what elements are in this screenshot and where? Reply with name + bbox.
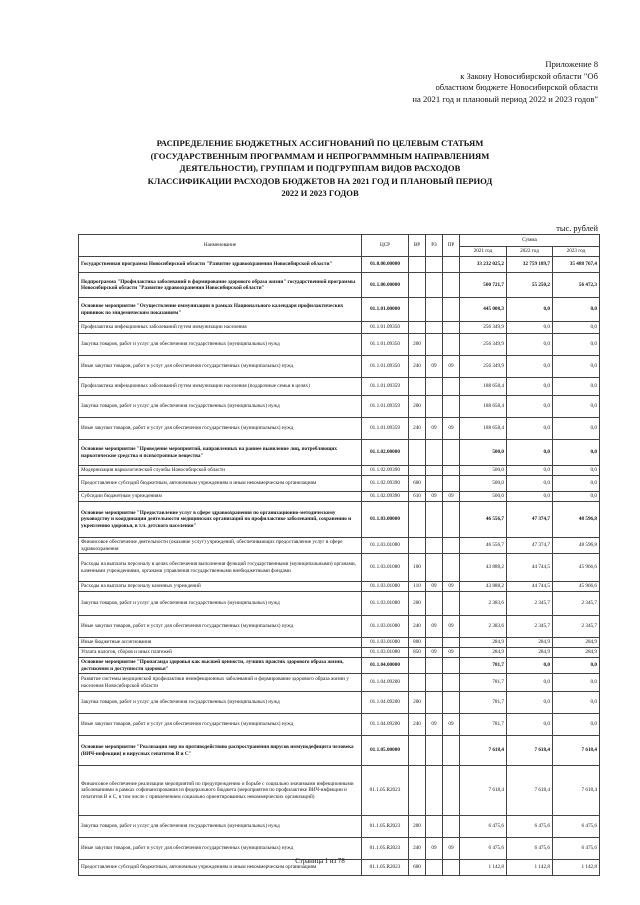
- cell-pr: 09: [443, 418, 460, 440]
- cell-name: Иные закупки товаров, работ и услуг для обеспечения государственных (муниципальных) нужд: [79, 418, 362, 440]
- cell-2022: 0,0: [507, 440, 553, 466]
- cell-pr: 09: [443, 356, 460, 378]
- cell-vr: [409, 273, 426, 298]
- cell-pr: [443, 502, 460, 538]
- table-row: [79, 440, 600, 466]
- cell-2021: 256 349,9: [460, 356, 507, 378]
- cell-2021: 500,0: [460, 440, 507, 466]
- cell-csr: 01.1.01.09359: [362, 418, 409, 440]
- cell-2021: 781,7: [460, 674, 507, 692]
- header-pr: ПР: [443, 235, 460, 257]
- cell-vr: 200: [409, 592, 426, 616]
- cell-csr: 01.1.03.01080: [362, 648, 409, 658]
- cell-csr: 01.0.00.00000: [362, 257, 409, 273]
- table-row: [79, 714, 600, 736]
- cell-name: Предоставление субсидий бюджетным, автономным учреждениям и иным некоммерческим организациям: [79, 476, 362, 492]
- cell-2023: 0,0: [553, 476, 600, 492]
- cell-name: Основное мероприятие "Осуществление иммунизации в рамках Национального календаря профилактических прививок по эпидемическим показаниям": [79, 298, 362, 322]
- cell-vr: 240: [409, 838, 426, 860]
- cell-csr: 01.1.03.01080: [362, 538, 409, 554]
- table-row: [79, 378, 600, 396]
- cell-2022: 44 744,5: [507, 582, 553, 592]
- cell-pr: 09: [443, 582, 460, 592]
- cell-2021: 256 349,9: [460, 334, 507, 356]
- cell-2023: 0,0: [553, 418, 600, 440]
- cell-2022: 1 142,8: [507, 860, 553, 876]
- table-row: [79, 502, 600, 538]
- table-row: [79, 492, 600, 502]
- cell-name: Государственная программа Новосибирской области "Развитие здравоохранения Новосибирской области": [79, 257, 362, 273]
- cell-vr: [409, 466, 426, 476]
- cell-2021: 188 658,4: [460, 418, 507, 440]
- table-row: [79, 418, 600, 440]
- cell-2022: 284,9: [507, 648, 553, 658]
- cell-2022: 7 618,4: [507, 766, 553, 816]
- cell-2023: 7 618,4: [553, 736, 600, 766]
- cell-name: Закупка товаров, работ и услуг для обеспечения государственных (муниципальных) нужд: [79, 334, 362, 356]
- cell-2023: 0,0: [553, 396, 600, 418]
- table-row: [79, 816, 600, 838]
- cell-rz: [426, 592, 443, 616]
- cell-pr: [443, 378, 460, 396]
- table-row: [79, 322, 600, 334]
- units-label: тыс. рублей: [556, 224, 598, 233]
- table-row: [79, 736, 600, 766]
- cell-name: Закупка товаров, работ и услуг для обеспечения государственных (муниципальных) нужд: [79, 816, 362, 838]
- cell-2023: 0,0: [553, 714, 600, 736]
- cell-name: Закупка товаров, работ и услуг для обеспечения государственных (муниципальных) нужд: [79, 396, 362, 418]
- cell-rz: [426, 674, 443, 692]
- cell-csr: 01.1.02.09390: [362, 466, 409, 476]
- cell-2022: 0,0: [507, 322, 553, 334]
- cell-pr: [443, 736, 460, 766]
- cell-name: Расходы на выплаты персоналу в целях обеспечения выполнения функций государственными (муниципальными) органами, казенными учреждениями, органами управления государственными внебюджетными фондами: [79, 554, 362, 582]
- cell-csr: 01.1.05.R2023: [362, 816, 409, 838]
- cell-2021: 33 232 025,2: [460, 257, 507, 273]
- cell-2021: 500,0: [460, 476, 507, 492]
- cell-csr: 01.1.02.09390: [362, 476, 409, 492]
- cell-2022: 0,0: [507, 466, 553, 476]
- cell-2021: 500 721,7: [460, 273, 507, 298]
- cell-2022: 47 374,7: [507, 502, 553, 538]
- cell-rz: 09: [426, 714, 443, 736]
- cell-2022: 2 345,7: [507, 592, 553, 616]
- cell-pr: [443, 638, 460, 648]
- title-line: (ГОСУДАРСТВЕННЫМ ПРОГРАММАМ И НЕПРОГРАММНЫМ НАПРАВЛЕНИЯМ: [150, 150, 490, 161]
- cell-2021: 188 658,4: [460, 378, 507, 396]
- cell-csr: 01.1.01.09350: [362, 334, 409, 356]
- cell-vr: 600: [409, 860, 426, 876]
- cell-pr: [443, 674, 460, 692]
- cell-2023: 2 345,7: [553, 592, 600, 616]
- cell-2023: 0,0: [553, 466, 600, 476]
- cell-rz: [426, 273, 443, 298]
- cell-2023: 0,0: [553, 440, 600, 466]
- appendix-line: на 2021 год и плановый период 2022 и 2023 годов": [412, 93, 598, 104]
- cell-2023: 0,0: [553, 692, 600, 714]
- cell-vr: [409, 298, 426, 322]
- cell-vr: 110: [409, 582, 426, 592]
- cell-rz: [426, 334, 443, 356]
- cell-2023: 0,0: [553, 356, 600, 378]
- cell-2023: 48 596,8: [553, 538, 600, 554]
- cell-csr: 01.1.02.00000: [362, 440, 409, 466]
- cell-pr: [443, 592, 460, 616]
- cell-csr: 01.1.03.01080: [362, 582, 409, 592]
- header-year-2023: 2023 год: [553, 247, 600, 257]
- cell-2023: 0,0: [553, 658, 600, 674]
- cell-2022: 0,0: [507, 298, 553, 322]
- cell-pr: 09: [443, 648, 460, 658]
- cell-rz: 09: [426, 418, 443, 440]
- cell-2022: 6 475,6: [507, 838, 553, 860]
- cell-2023: 1 142,8: [553, 860, 600, 876]
- table-row: [79, 582, 600, 592]
- cell-csr: 01.1.03.01080: [362, 638, 409, 648]
- cell-rz: [426, 257, 443, 273]
- cell-vr: 610: [409, 492, 426, 502]
- cell-rz: [426, 538, 443, 554]
- cell-pr: [443, 257, 460, 273]
- cell-vr: [409, 257, 426, 273]
- cell-vr: 240: [409, 616, 426, 638]
- cell-rz: [426, 476, 443, 492]
- table-row: [79, 396, 600, 418]
- cell-csr: 01.1.05.R2023: [362, 838, 409, 860]
- cell-name: Предоставление субсидий бюджетным, автономным учреждениям и иным некоммерческим организациям: [79, 860, 362, 876]
- cell-2022: 2 345,7: [507, 616, 553, 638]
- cell-csr: 01.1.01.09350: [362, 322, 409, 334]
- table-row: [79, 648, 600, 658]
- cell-csr: 01.1.01.00000: [362, 298, 409, 322]
- cell-2023: 284,9: [553, 638, 600, 648]
- cell-csr: 01.1.01.09350: [362, 356, 409, 378]
- cell-2022: 0,0: [507, 674, 553, 692]
- cell-vr: 200: [409, 396, 426, 418]
- cell-2021: 6 475,6: [460, 816, 507, 838]
- cell-name: Основное мероприятие "Предоставление услуг в сфере здравоохранения по организационно-методическому руководству и координации деятельности медицинских организаций по профилактике заболеваний, сохранению и укреплению здоровья, в т.ч. детского населения": [79, 502, 362, 538]
- budget-table: [78, 234, 600, 876]
- cell-name: Основное мероприятие "Проведение мероприятий, направленных на раннее выявление лиц, потребляющих наркотические средства и психотропные вещества": [79, 440, 362, 466]
- appendix-line: к Закону Новосибирской области "Об: [460, 70, 598, 81]
- table-row: [79, 674, 600, 692]
- cell-2023: 45 966,6: [553, 554, 600, 582]
- cell-2022: 0,0: [507, 334, 553, 356]
- cell-pr: [443, 334, 460, 356]
- cell-vr: [409, 658, 426, 674]
- cell-2023: 56 472,3: [553, 273, 600, 298]
- cell-2021: 43 888,2: [460, 554, 507, 582]
- cell-rz: 09: [426, 492, 443, 502]
- cell-rz: [426, 816, 443, 838]
- cell-pr: [443, 476, 460, 492]
- cell-name: Профилактика инфекционных заболеваний путем иммунизации населения: [79, 322, 362, 334]
- cell-csr: 01.1.04.09200: [362, 692, 409, 714]
- cell-name: Закупка товаров, работ и услуг для обеспечения государственных (муниципальных) нужд: [79, 592, 362, 616]
- cell-2022: 0,0: [507, 692, 553, 714]
- cell-rz: [426, 298, 443, 322]
- cell-csr: 01.1.05.R2023: [362, 860, 409, 876]
- cell-vr: 200: [409, 816, 426, 838]
- cell-csr: 01.1.03.00000: [362, 502, 409, 538]
- cell-name: Финансовое обеспечение реализации мероприятий по предупреждению и борьбе с социально значимыми инфекционными заболеваниями в рамках софинансирования из федерального бюджета (мероприятия по профилактике ВИЧ-инфекции и гепатитов В и С, в том числе с привлечением социально ориентированных некоммерческих организаций): [79, 766, 362, 816]
- cell-vr: 600: [409, 476, 426, 492]
- header-csr: ЦСР: [362, 235, 409, 257]
- cell-2023: 48 596,8: [553, 502, 600, 538]
- cell-csr: 01.1.01.09359: [362, 378, 409, 396]
- cell-vr: 200: [409, 334, 426, 356]
- cell-2021: 7 618,4: [460, 736, 507, 766]
- cell-2023: 0,0: [553, 298, 600, 322]
- cell-name: Иные закупки товаров, работ и услуг для обеспечения государственных (муниципальных) нужд: [79, 714, 362, 736]
- cell-rz: 09: [426, 648, 443, 658]
- cell-2022: 0,0: [507, 356, 553, 378]
- cell-csr: 01.1.04.00000: [362, 658, 409, 674]
- table-row: [79, 538, 600, 554]
- cell-name: Расходы на выплаты персоналу казенных учреждений: [79, 582, 362, 592]
- cell-2021: 256 349,9: [460, 322, 507, 334]
- table-row: [79, 466, 600, 476]
- cell-2022: 0,0: [507, 418, 553, 440]
- cell-2022: 6 475,6: [507, 816, 553, 838]
- cell-vr: [409, 766, 426, 816]
- cell-2021: 2 383,6: [460, 592, 507, 616]
- table-row: [79, 257, 600, 273]
- cell-rz: [426, 322, 443, 334]
- cell-rz: [426, 502, 443, 538]
- cell-pr: [443, 396, 460, 418]
- cell-vr: [409, 502, 426, 538]
- appendix-line: областном бюджете Новосибирской области: [435, 82, 598, 93]
- cell-2023: 35 488 767,4: [553, 257, 600, 273]
- cell-2021: 284,9: [460, 648, 507, 658]
- table-row: [79, 334, 600, 356]
- cell-pr: [443, 298, 460, 322]
- title-line: ДЕЯТЕЛЬНОСТИ), ГРУППАМ И ПОДГРУППАМ ВИДОВ РАСХОДОВ: [179, 163, 461, 174]
- cell-2023: 0,0: [553, 492, 600, 502]
- cell-name: Иные бюджетные ассигнования: [79, 638, 362, 648]
- table-row: [79, 356, 600, 378]
- cell-2023: 6 475,6: [553, 816, 600, 838]
- cell-2021: 781,7: [460, 692, 507, 714]
- cell-name: Основное мероприятие "Реализация мер по противодействию распространения вирусов иммунодефицита человека (ВИЧ-инфекции) и вирусных гепатитов В и С": [79, 736, 362, 766]
- cell-2022: 7 618,4: [507, 736, 553, 766]
- cell-vr: 200: [409, 692, 426, 714]
- cell-2022: 0,0: [507, 396, 553, 418]
- document-title: [80, 137, 560, 200]
- cell-pr: 09: [443, 714, 460, 736]
- cell-pr: 09: [443, 838, 460, 860]
- header-vr: ВР: [409, 235, 426, 257]
- cell-2021: 46 556,7: [460, 538, 507, 554]
- cell-2022: 55 250,2: [507, 273, 553, 298]
- title-line: КЛАССИФИКАЦИИ РАСХОДОВ БЮДЖЕТОВ НА 2021 ГОД И ПЛАНОВЫЙ ПЕРИОД: [147, 175, 493, 186]
- table-row: [79, 592, 600, 616]
- cell-2021: 6 475,6: [460, 838, 507, 860]
- cell-2022: 44 744,5: [507, 554, 553, 582]
- title-line: 2022 И 2023 ГОДОВ: [281, 188, 359, 199]
- cell-name: Подпрограмма "Профилактика заболеваний и формирование здорового образа жизни" государственной программы Новосибирской области "Развитие здравоохранения Новосибирской области": [79, 273, 362, 298]
- cell-csr: 01.1.04.09200: [362, 714, 409, 736]
- cell-2022: 32 759 189,7: [507, 257, 553, 273]
- cell-vr: 240: [409, 356, 426, 378]
- cell-name: Иные закупки товаров, работ и услуг для обеспечения государственных (муниципальных) нужд: [79, 838, 362, 860]
- cell-2023: 45 966,6: [553, 582, 600, 592]
- cell-2021: 445 008,3: [460, 298, 507, 322]
- cell-name: Основное мероприятие "Пропаганда здоровья как высшей ценности, лучших практик здорового образа жизни, достижения и доступности здоровья": [79, 658, 362, 674]
- table-row: [79, 298, 600, 322]
- cell-pr: [443, 538, 460, 554]
- table-row: [79, 476, 600, 492]
- cell-csr: 01.1.04.09200: [362, 674, 409, 692]
- cell-2021: 500,0: [460, 492, 507, 502]
- cell-vr: [409, 322, 426, 334]
- cell-2023: 0,0: [553, 322, 600, 334]
- cell-vr: 240: [409, 418, 426, 440]
- cell-name: Субсидии бюджетным учреждениям: [79, 492, 362, 502]
- cell-vr: 100: [409, 554, 426, 582]
- cell-rz: [426, 638, 443, 648]
- cell-2023: 0,0: [553, 674, 600, 692]
- cell-rz: [426, 440, 443, 466]
- table-row: [79, 616, 600, 638]
- cell-rz: 09: [426, 838, 443, 860]
- cell-pr: [443, 466, 460, 476]
- cell-rz: 09: [426, 616, 443, 638]
- cell-csr: 01.1.05.R2023: [362, 766, 409, 816]
- cell-pr: [443, 273, 460, 298]
- cell-2021: 781,7: [460, 714, 507, 736]
- cell-name: Закупка товаров, работ и услуг для обеспечения государственных (муниципальных) нужд: [79, 692, 362, 714]
- cell-csr: 01.1.03.01080: [362, 592, 409, 616]
- header-rz: РЗ: [426, 235, 443, 257]
- cell-csr: 01.1.00.00000: [362, 273, 409, 298]
- cell-name: Развитие системы медицинской профилактики неинфекционных заболеваний и формирование здорового образа жизни у населения Новосибирской области: [79, 674, 362, 692]
- cell-2023: 7 618,4: [553, 766, 600, 816]
- header-sum: Сумма: [460, 235, 600, 247]
- cell-name: Уплата налогов, сборов и иных платежей: [79, 648, 362, 658]
- cell-csr: 01.1.05.00000: [362, 736, 409, 766]
- cell-2023: 2 345,7: [553, 616, 600, 638]
- cell-rz: [426, 554, 443, 582]
- cell-2021: 188 658,4: [460, 396, 507, 418]
- cell-2022: 47 374,7: [507, 538, 553, 554]
- cell-pr: [443, 692, 460, 714]
- cell-name: Профилактика инфекционных заболеваний путем иммунизации населения (подарочные семьи в целях): [79, 378, 362, 396]
- cell-pr: 09: [443, 492, 460, 502]
- cell-2022: 0,0: [507, 492, 553, 502]
- cell-2022: 284,9: [507, 638, 553, 648]
- appendix-line: Приложение 8: [545, 59, 598, 69]
- cell-vr: 850: [409, 648, 426, 658]
- cell-pr: [443, 322, 460, 334]
- cell-2021: 284,9: [460, 638, 507, 648]
- table-row: [79, 692, 600, 714]
- cell-name: Модернизация наркологической службы Новосибирской области: [79, 466, 362, 476]
- page-footer: Страница 1 из 78: [295, 858, 345, 865]
- cell-vr: 800: [409, 638, 426, 648]
- table-row: [79, 658, 600, 674]
- cell-2021: 46 556,7: [460, 502, 507, 538]
- cell-2023: 0,0: [553, 378, 600, 396]
- cell-2021: 2 383,6: [460, 616, 507, 638]
- header-year-2021: 2021 год: [460, 247, 507, 257]
- cell-csr: 01.1.01.09359: [362, 396, 409, 418]
- cell-rz: [426, 692, 443, 714]
- cell-2021: 781,7: [460, 658, 507, 674]
- cell-2022: 0,0: [507, 378, 553, 396]
- cell-csr: 01.1.02.09390: [362, 492, 409, 502]
- cell-rz: [426, 766, 443, 816]
- cell-pr: 09: [443, 616, 460, 638]
- cell-vr: [409, 674, 426, 692]
- cell-rz: [426, 736, 443, 766]
- cell-vr: 240: [409, 714, 426, 736]
- cell-rz: [426, 396, 443, 418]
- cell-2022: 0,0: [507, 476, 553, 492]
- cell-2021: 7 618,4: [460, 766, 507, 816]
- cell-pr: [443, 766, 460, 816]
- cell-rz: 09: [426, 356, 443, 378]
- cell-2022: 0,0: [507, 714, 553, 736]
- table-row: [79, 554, 600, 582]
- cell-2021: 43 888,2: [460, 582, 507, 592]
- cell-name: Финансовое обеспечение деятельности (оказание услуг) учреждений, обеспечивающих предоставление услуг в сфере здравоохранения: [79, 538, 362, 554]
- cell-rz: 09: [426, 582, 443, 592]
- cell-vr: [409, 736, 426, 766]
- table-row: [79, 273, 600, 298]
- cell-rz: [426, 658, 443, 674]
- header-name: Наименование: [79, 235, 362, 257]
- cell-pr: [443, 440, 460, 466]
- cell-vr: [409, 440, 426, 466]
- cell-csr: 01.1.03.01080: [362, 554, 409, 582]
- table-row: [79, 766, 600, 816]
- appendix-note: [412, 59, 598, 105]
- cell-2023: 284,9: [553, 648, 600, 658]
- table-row: [79, 838, 600, 860]
- cell-vr: [409, 538, 426, 554]
- cell-pr: [443, 658, 460, 674]
- cell-pr: [443, 816, 460, 838]
- title-line: РАСПРЕДЕЛЕНИЕ БЮДЖЕТНЫХ АССИГНОВАНИЙ ПО ЦЕЛЕВЫМ СТАТЬЯМ: [156, 138, 484, 148]
- cell-2023: 6 475,6: [553, 838, 600, 860]
- cell-2022: 0,0: [507, 658, 553, 674]
- cell-2021: 1 142,8: [460, 860, 507, 876]
- cell-pr: [443, 554, 460, 582]
- cell-name: Иные закупки товаров, работ и услуг для обеспечения государственных (муниципальных) нужд: [79, 356, 362, 378]
- cell-rz: [426, 378, 443, 396]
- cell-csr: 01.1.03.01080: [362, 616, 409, 638]
- cell-2021: 500,0: [460, 466, 507, 476]
- cell-vr: [409, 378, 426, 396]
- cell-name: Иные закупки товаров, работ и услуг для обеспечения государственных (муниципальных) нужд: [79, 616, 362, 638]
- cell-rz: [426, 466, 443, 476]
- table-row: [79, 638, 600, 648]
- cell-2023: 0,0: [553, 334, 600, 356]
- header-year-2022: 2022 год: [507, 247, 553, 257]
- table-body: [79, 257, 600, 876]
